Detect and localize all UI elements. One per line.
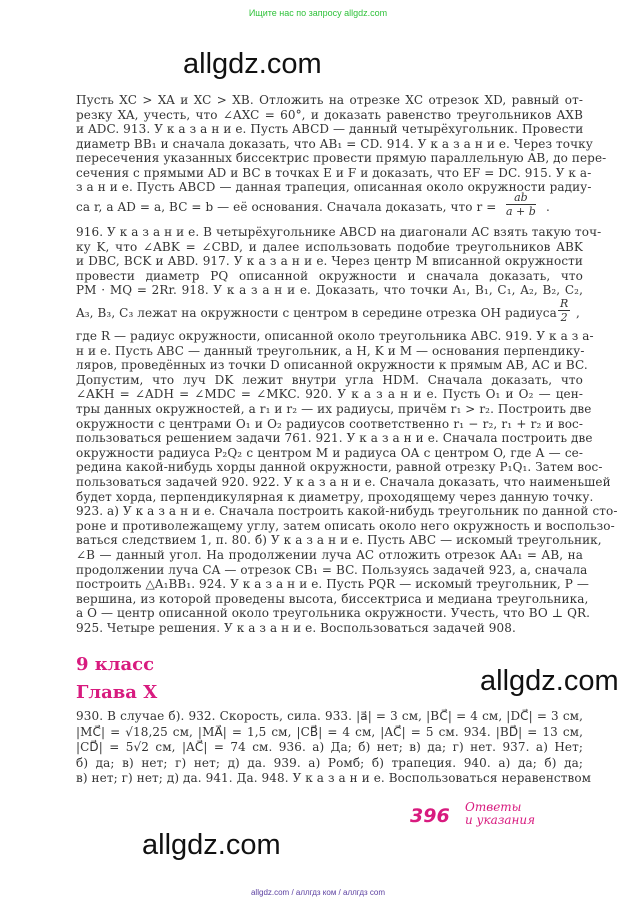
watermark-top: allgdz.com [183, 48, 322, 80]
section-title-line: и указания [465, 813, 536, 827]
text-line: Пусть XC > XA и XC > XB. Отложить на отрезке XC отрезок XD, равный от- [76, 93, 583, 107]
text-line: будет хорда, перпендикулярная к диаметру, проходящему через данную точку. [76, 489, 594, 504]
text-line: окружности радиуса P₂Q₂ с центром M и радиуса OA с центром O, где A — се- [76, 445, 583, 460]
watermark-middle: allgdz.com [480, 665, 619, 697]
text-line: ∠AKH = ∠ADH = ∠MDC = ∠MKC. 920. У к а з а н и е. Пусть O₁ и O₂ — цен- [76, 387, 583, 402]
text-line: |MC⃗| = √18,25 см, |MA⃗| = 1,5 см, |CB⃗| = 4 см, |AC⃗| = 5 см. 934. |BD⃗| = 13 см, [76, 724, 583, 739]
text-line: б) да; в) нет; г) нет; д) да. 939. а) Ромб; б) трапеция. 940. а) да; б) да; [76, 755, 583, 770]
text-line: продолжении луча CA — отрезок CB₁ = BC. Пользуясь задачей 923, а, сначала [76, 562, 588, 577]
text-line: пользоваться решением задачи 761. 921. У к а з а н и е. Сначала построить две [76, 431, 593, 446]
text-line: 923. а) У к а з а н и е. Сначала построить какой-нибудь треугольник по данной сто- [76, 504, 618, 519]
text-line: ляров, проведённых из точки D описанной окружности к прямым AB, AC и BC. [76, 358, 588, 373]
text-line: A₃, B₃, C₃ лежат на окружности с центром в середине отрезка OH радиуса [76, 306, 557, 320]
chapter-heading: Глава X [76, 682, 158, 703]
text-line: 916. У к а з а н и е. В четырёхугольнике ABCD на диагонали AC взять такую точ- [76, 225, 602, 239]
text-line: са r, а AD = a, BC = b — её основания. Сначала доказать, что r = [76, 200, 497, 214]
text-line: провести диаметр PQ описанной окружности и сначала доказать, что [76, 268, 583, 283]
text-line: редина какой-нибудь хорды данной окружности, равной отрезку P₁Q₁. Затем вос- [76, 460, 603, 475]
text-line: окружности с центрами O₁ и O₂ радиусов соответственно r₁ − r₂, r₁ + r₂ и вос- [76, 416, 583, 431]
text-line: PM · MQ = 2Rr. 918. У к а з а н и е. Доказать, что точки A₁, B₁, C₁, A₂, B₂, C₂, [76, 283, 583, 297]
text-line: 930. В случае б). 932. Скорость, сила. 933. |a⃗| = 3 см, |BC⃗| = 4 см, |DC⃗| = 3 см, [76, 709, 583, 723]
text-line: роне и противолежащему углу, затем описать около него окружность и воспользо- [76, 518, 615, 533]
text-line: сечения с прямыми AD и BC в точках E и F и доказать, что EF = DC. 915. У к а- [76, 165, 592, 180]
fraction-ab-over-a-plus-b [506, 191, 536, 218]
fraction-numerator: R [560, 297, 569, 310]
text-line: резку XA, учесть, что ∠AXC = 60°, и доказать равенство треугольников AXB [76, 107, 583, 122]
text-line: а O — центр описанной около треугольника окружности. Учесть, что BO ⊥ QR. [76, 606, 591, 621]
text-line: и ADC. 913. У к а з а н и е. Пусть ABCD — данный четырёхугольник. Провести [76, 122, 584, 136]
fraction-punct: , [576, 306, 580, 320]
text-line: пересечения указанных биссектрис провести прямую параллельную AB, до пере- [76, 151, 607, 165]
text-line: пользоваться задачей 920. 922. У к а з а н и е. Сначала доказать, что наименьшей [76, 475, 611, 489]
text-line: з а н и е. Пусть ABCD — данная трапеция, описанная около окружности радиу- [76, 180, 592, 194]
text-line: вершина, из которой проведены высота, биссектриса и медиана треугольника, [76, 591, 589, 606]
text-line: 925. Четыре решения. У к а з а н и е. Воспользоваться задачей 908. [76, 621, 516, 635]
text-line: ∠B — данный угол. На продолжении луча AC отложить отрезок AA₁ = AB, на [76, 548, 583, 562]
section-title-line: Ответы [465, 800, 522, 814]
text-line: в) нет; г) нет; д) да. 941. Да. 948. У к а з а н и е. Воспользоваться неравенством [76, 771, 592, 786]
fraction-r-over-2 [558, 297, 570, 324]
fraction-denominator: a + b [506, 205, 536, 218]
text-line: и DBC, BCK и ABD. 917. У к а з а н и е. Через центр M вписанной окружности [76, 254, 583, 268]
fraction-punct: . [546, 200, 550, 214]
watermark-bottom: allgdz.com [142, 829, 281, 861]
text-line: где R — радиус окружности, описанной около треугольника ABC. 919. У к а з а- [76, 329, 594, 343]
text-line: тры данных окружностей, а r₁ и r₂ — их радиусы, причём r₁ > r₂. Построить две [76, 402, 592, 416]
top-search-note: Ищите нас по запросу allgdz.com [248, 8, 388, 18]
text-line: диаметр BB₁ и сначала доказать, что AB₁ = CD. 914. У к а з а н и е. Через точку [76, 136, 593, 151]
text-line: ку K, что ∠ABK = ∠CBD, и далее использовать подобие треугольников ABK [76, 239, 583, 254]
page-number: 396 [410, 805, 450, 827]
text-line: |CD⃗| = 5√2 см, |AC⃗| = 74 см. 936. а) Да; б) нет; в) да; г) нет. 937. а) Нет; [76, 740, 583, 755]
text-line: н и е. Пусть ABC — данный треугольник, а H, K и M — основания перпендику- [76, 343, 585, 358]
text-line: построить △A₁BB₁. 924. У к а з а н и е. Пусть PQR — искомый треугольник, P — [76, 577, 589, 592]
text-line: Допустим, что луч DK лежит внутри угла HDM. Сначала доказать, что [76, 372, 583, 387]
section-title [465, 801, 535, 827]
text-line: ваться следствием 1, п. 80. б) У к а з а н и е. Пусть ABC — искомый треугольник, [76, 533, 602, 548]
fraction-numerator: ab [506, 191, 536, 205]
footer-links: allgdz.com / аллгдз ком / аллгдз com [250, 888, 386, 897]
grade-heading: 9 класс [76, 654, 155, 675]
fraction-denominator: 2 [560, 311, 568, 324]
